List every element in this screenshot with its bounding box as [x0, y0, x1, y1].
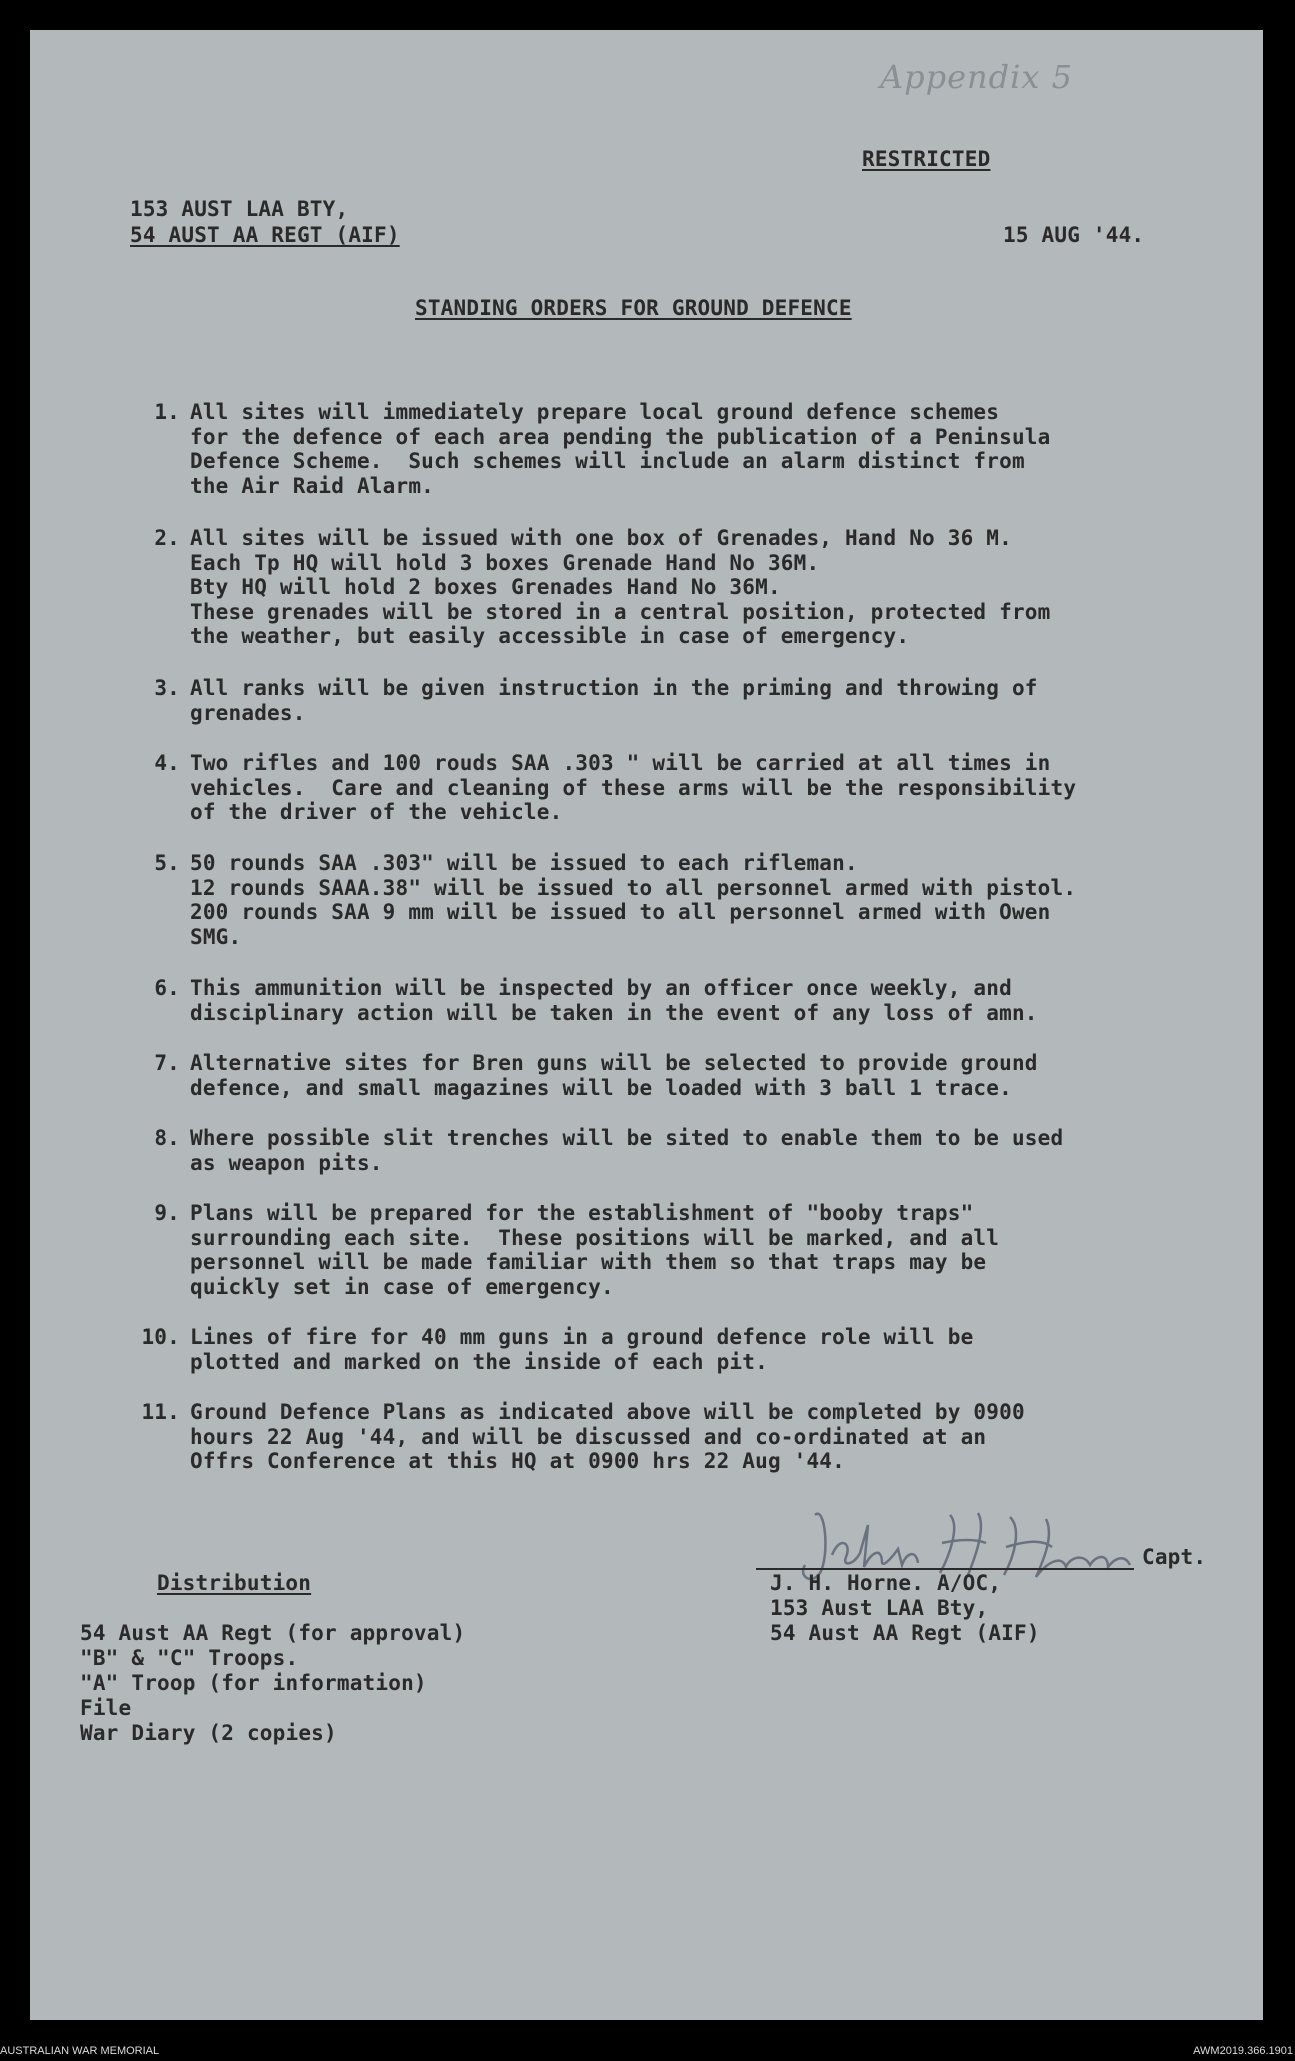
order-text: 50 rounds SAA .303" will be issued to each rifleman. 12 rounds SAAA.38" will be issued to all personnel armed with pistol. 200 rounds SAA 9 mm will be issued to all personnel armed with Owen SMG.: [190, 851, 1077, 949]
distribution-item: "B" & "C" Troops.: [80, 1646, 299, 1670]
order-number: 5.: [154, 851, 180, 875]
distribution-item: "A" Troop (for information): [80, 1671, 427, 1695]
order-number: 7.: [154, 1051, 180, 1075]
order-text: This ammunition will be inspected by an officer once weekly, and disciplinary action will be taken in the event of any loss of amn.: [190, 976, 1038, 1025]
order-text: Ground Defence Plans as indicated above will be completed by 0900 hours 22 Aug '44, and will be discussed and co-ordinated at an Offrs Conference at this HQ at 0900 hrs 22 Aug '44.: [190, 1400, 1025, 1473]
distribution-item: 54 Aust AA Regt (for approval): [80, 1621, 466, 1645]
order-number: 1.: [154, 400, 180, 424]
order-text: All sites will immediately prepare local ground defence schemes for the defence of each area pending the publication of a Peninsula Defence Scheme. Such schemes will include an alarm distinct from the Air Raid Alarm.: [190, 400, 1051, 498]
order-text: Two rifles and 100 rouds SAA .303 " will be carried at all times in vehicles. Care and cleaning of these arms will be the responsibility of the driver of the vehicle.: [190, 751, 1077, 824]
signatory-unit: 153 Aust LAA Bty,: [770, 1596, 989, 1620]
signatory-regiment: 54 Aust AA Regt (AIF): [770, 1621, 1040, 1645]
from-unit-line-1: 153 AUST LAA BTY,: [130, 197, 349, 221]
from-unit-line-2: 54 AUST AA REGT (AIF): [130, 223, 400, 247]
order-text: Where possible slit trenches will be sited to enable them to be used as weapon pits.: [190, 1126, 1064, 1175]
order-number: 4.: [154, 751, 180, 775]
order-number: 6.: [154, 976, 180, 1000]
signature-line: [756, 1568, 1134, 1570]
signatory-rank: Capt.: [1142, 1545, 1207, 1569]
order-number: 2.: [154, 526, 180, 550]
order-number: 10.: [141, 1325, 180, 1349]
order-text: Plans will be prepared for the establishment of "booby traps" surrounding each site. These positions will be marked, and all personnel will be made familiar with them so that traps may be quickly set in case of emergency.: [190, 1201, 1000, 1299]
signatory-name: J. H. Horne. A/OC,: [770, 1571, 1002, 1595]
classification-marking: RESTRICTED: [862, 147, 991, 171]
order-text: Lines of fire for 40 mm guns in a ground defence role will be plotted and marked on the inside of each pit.: [190, 1325, 974, 1374]
order-text: Alternative sites for Bren guns will be selected to provide ground defence, and small magazines will be loaded with 3 ball 1 trace.: [190, 1051, 1038, 1100]
order-number: 3.: [154, 676, 180, 700]
distribution-item: War Diary (2 copies): [80, 1721, 337, 1745]
footer-institution: AUSTRALIAN WAR MEMORIAL: [0, 2045, 160, 2057]
order-number: 11.: [141, 1400, 180, 1424]
distribution-item: File: [80, 1696, 132, 1720]
footer-accession-number: AWM2019.366.1901: [1193, 2045, 1293, 2057]
order-number: 8.: [154, 1126, 180, 1150]
handwritten-note: Appendix 5: [880, 58, 1073, 96]
document-page: [30, 30, 1263, 2020]
order-text: All sites will be issued with one box of Grenades, Hand No 36 M. Each Tp HQ will hold 3 boxes Grenade Hand No 36M. Bty HQ will hold 2 boxes Grenades Hand No 36M. These grenades will be stored in a central position, protected from the weather, but easily accessible in case of emergency.: [190, 526, 1051, 648]
distribution-heading: Distribution: [157, 1571, 312, 1595]
document-title: STANDING ORDERS FOR GROUND DEFENCE: [415, 296, 852, 320]
order-number: 9.: [154, 1201, 180, 1225]
document-date: 15 AUG '44.: [1003, 223, 1145, 247]
order-text: All ranks will be given instruction in the priming and throwing of grenades.: [190, 676, 1038, 725]
